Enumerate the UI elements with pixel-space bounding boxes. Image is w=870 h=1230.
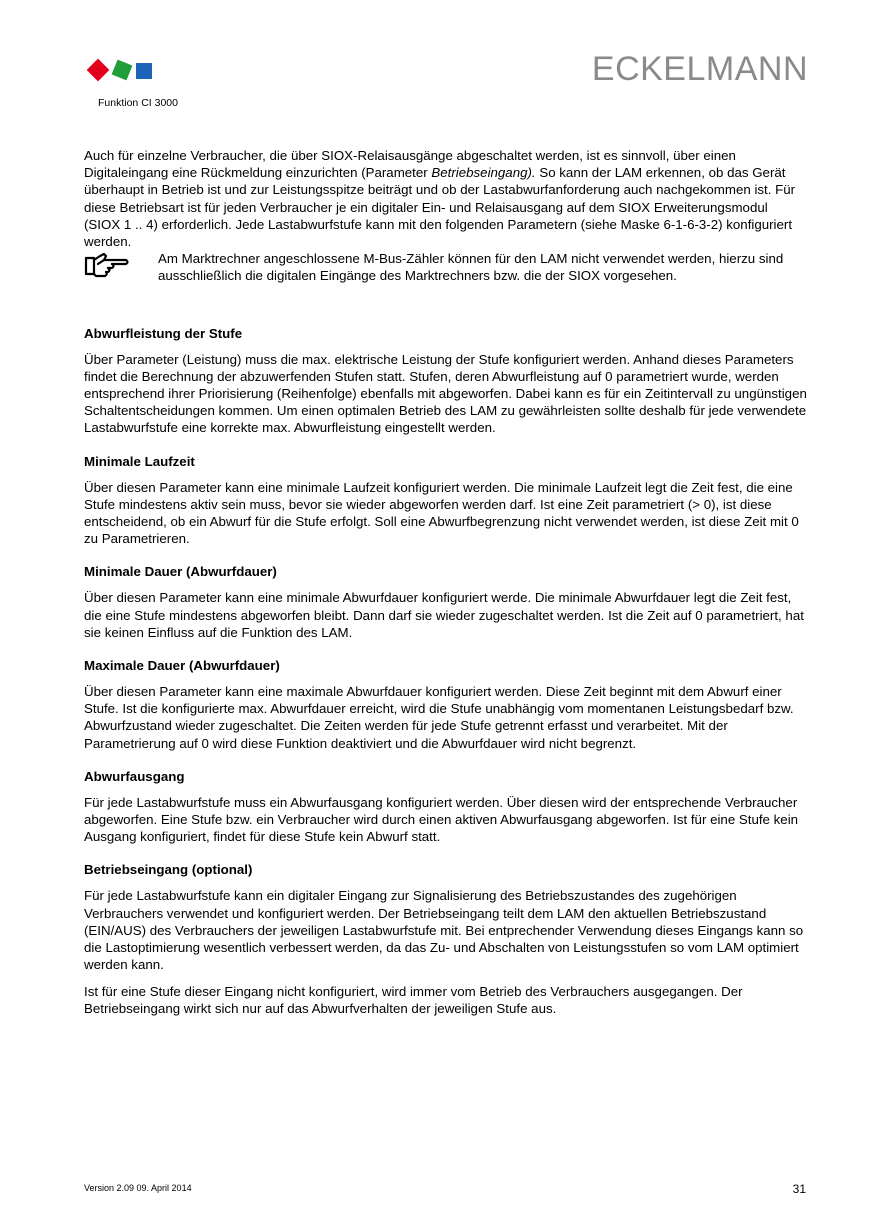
section-text: Für jede Lastabwurfstufe muss ein Abwurfausgang konfiguriert werden. Über diesen wird der entsprechende Verbraucher abgeworfen. Eine Stufe bzw. ein Verbraucher wird durch einen aktiven Abwurfausgang abgeworfen. Ist für eine Stufe kein Ausgang konfiguriert, findet für diese Stufe kein Abwurf statt. [84,794,799,845]
logo-squares [84,60,158,84]
page-content [84,147,807,1033]
section-betriebseingang [84,861,807,1016]
section-minimale-laufzeit [84,453,807,548]
section-text: Für jede Lastabwurfstufe kann ein digitaler Eingang zur Signalisierung des Betriebszustandes des zugehörigen Verbrauchers verwendet und konfiguriert werden. Der Betriebseingang teilt dem LAM den aktuellen Betriebszustand (EIN/AUS) des Verbrauchers der jeweiligen Lastabwurfstufe mit. Bei entprechender Verwendung dieses Eingangs kann so die Lastoptimierung wesentlich verbessert werden, da das Zu- und Abschalten von Leistungsstufen so vom LAM optimiert werden kann. [84,888,804,973]
section-abwurfausgang [84,768,807,846]
note-text: Am Marktrechner angeschlossene M-Bus-Zähler können für den LAM nicht verwendet werden, hierzu sind ausschließlich die digitalen Eingänge des Marktrechners bzw. die der SIOX vorgesehen. [158,251,784,284]
logo-blue-square [136,63,152,79]
footer-version: Version 2.09 09. April 2014 [84,1183,192,1193]
pointing-hand-icon [84,250,158,284]
section-heading: Minimale Laufzeit [84,453,195,469]
section-heading: Betriebseingang (optional) [84,862,253,878]
logo-red-square [87,59,110,82]
section-maximale-dauer [84,657,807,752]
page-number: 31 [792,1182,806,1196]
section-text: Über Parameter (Leistung) muss die max. elektrische Leistung der Stufe konfiguriert werden. Anhand dieses Parameters findet die Berechnung der abzuwerfenden Stufen statt. Stufen, deren Abwurfleistung auf 0 parametriert wurde, werden entsprechend ihrer Priorisierung (Reihenfolge) ebenfalls mit abgeworfen. Dabei kann es für ein Zeitintervall zu ungünstigen Schaltentscheidungen kommen. Um einen optimalen Betrieb des LAM zu gewährleisten sollte deshalb für jede verwendete Lastabwurfstufe eine korrekte max. Abwurfleistung eingestellt werden. [84,351,807,436]
section-text: Über diesen Parameter kann eine minimale Laufzeit konfiguriert werden. Die minimale Laufzeit legt die Zeit fest, die eine Stufe mindestens aktiv sein muss, bevor sie wieder abgeworfen werden darf. Ist eine Zeit parametriert (> 0), ist diese entscheidend, ob ein Abwurf für die Stufe erfolgt. Soll eine Abwurfbegrenzung nicht verwendet werden, ist diese Zeit mit 0 zu Parametrieren. [84,479,799,547]
brand-wordmark: ECKELMANN [591,50,808,88]
intro-paragraph [84,147,807,250]
section-text-2: Ist für eine Stufe dieser Eingang nicht konfiguriert, wird immer vom Betrieb des Verbrauchers ausgegangen. Der Betriebseingang wirkt sich nur auf das Abwurfverhalten der jeweiligen Stufe aus. [84,983,743,1016]
note-block [84,250,807,284]
section-text: Über diesen Parameter kann eine minimale Abwurfdauer konfiguriert werde. Die minimale Abwurfdauer legt die Zeit fest, die eine Stufe mindestens abgeworfen bleibt. Dann darf sie wieder zugeschaltet werden. Ist die Zeit auf 0 parametriert, hat sie keinen Einfluss auf die Funktion des LAM. [84,590,804,640]
intro-italic: Betriebseingang). [431,165,536,181]
header-subtitle: Funktion CI 3000 [98,97,178,109]
intro-text-rest: So kann der LAM erkennen, ob das Gerät überhaupt in Betrieb ist und zur Leistungsspitze beiträgt und ob der Lastabwurfanforderung auch nachgekommen ist. Für diese Betriebsart ist für jeden Verbraucher je ein digitaler Ein- und Relaisausgang auf dem SIOX Erweiterungsmodul (SIOX 1 .. 4) erforderlich. Jede Lastabwurfstufe kann mit den folgenden Parametern (siehe Maske 6-1-6-3-2) konfiguriert werden. [84,165,796,250]
section-heading: Minimale Dauer (Abwurfdauer) [84,564,277,580]
section-heading: Abwurfleistung der Stufe [84,325,243,341]
section-heading: Abwurfausgang [84,768,185,784]
section-heading: Maximale Dauer (Abwurfdauer) [84,658,280,674]
intro-text: Auch für einzelne Verbraucher, die über SIOX-Relaisausgänge abgeschaltet werden, ist es sinnvoll, über einen Digitaleingang eine Rückmeldung einzurichten (Parameter [84,148,736,181]
section-text: Über diesen Parameter kann eine maximale Abwurfdauer konfiguriert werden. Diese Zeit beginnt mit dem Abwurf einer Stufe. Ist die konfigurierte max. Abwurfdauer erreicht, wird die Stufe unabhängig vom momentanen Leistungsbedarf bzw. Abwurfzustand wieder zugeschaltet. Die Zeiten werden für jede Stufe getrennt erfasst und verarbeitet. Mit der Parametrierung auf 0 wird diese Funktion deaktiviert und die Abwurfdauer wird nicht begrenzt. [84,684,794,751]
logo-green-square [112,60,133,81]
section-minimale-dauer [84,563,807,641]
section-abwurfleistung [84,325,807,437]
